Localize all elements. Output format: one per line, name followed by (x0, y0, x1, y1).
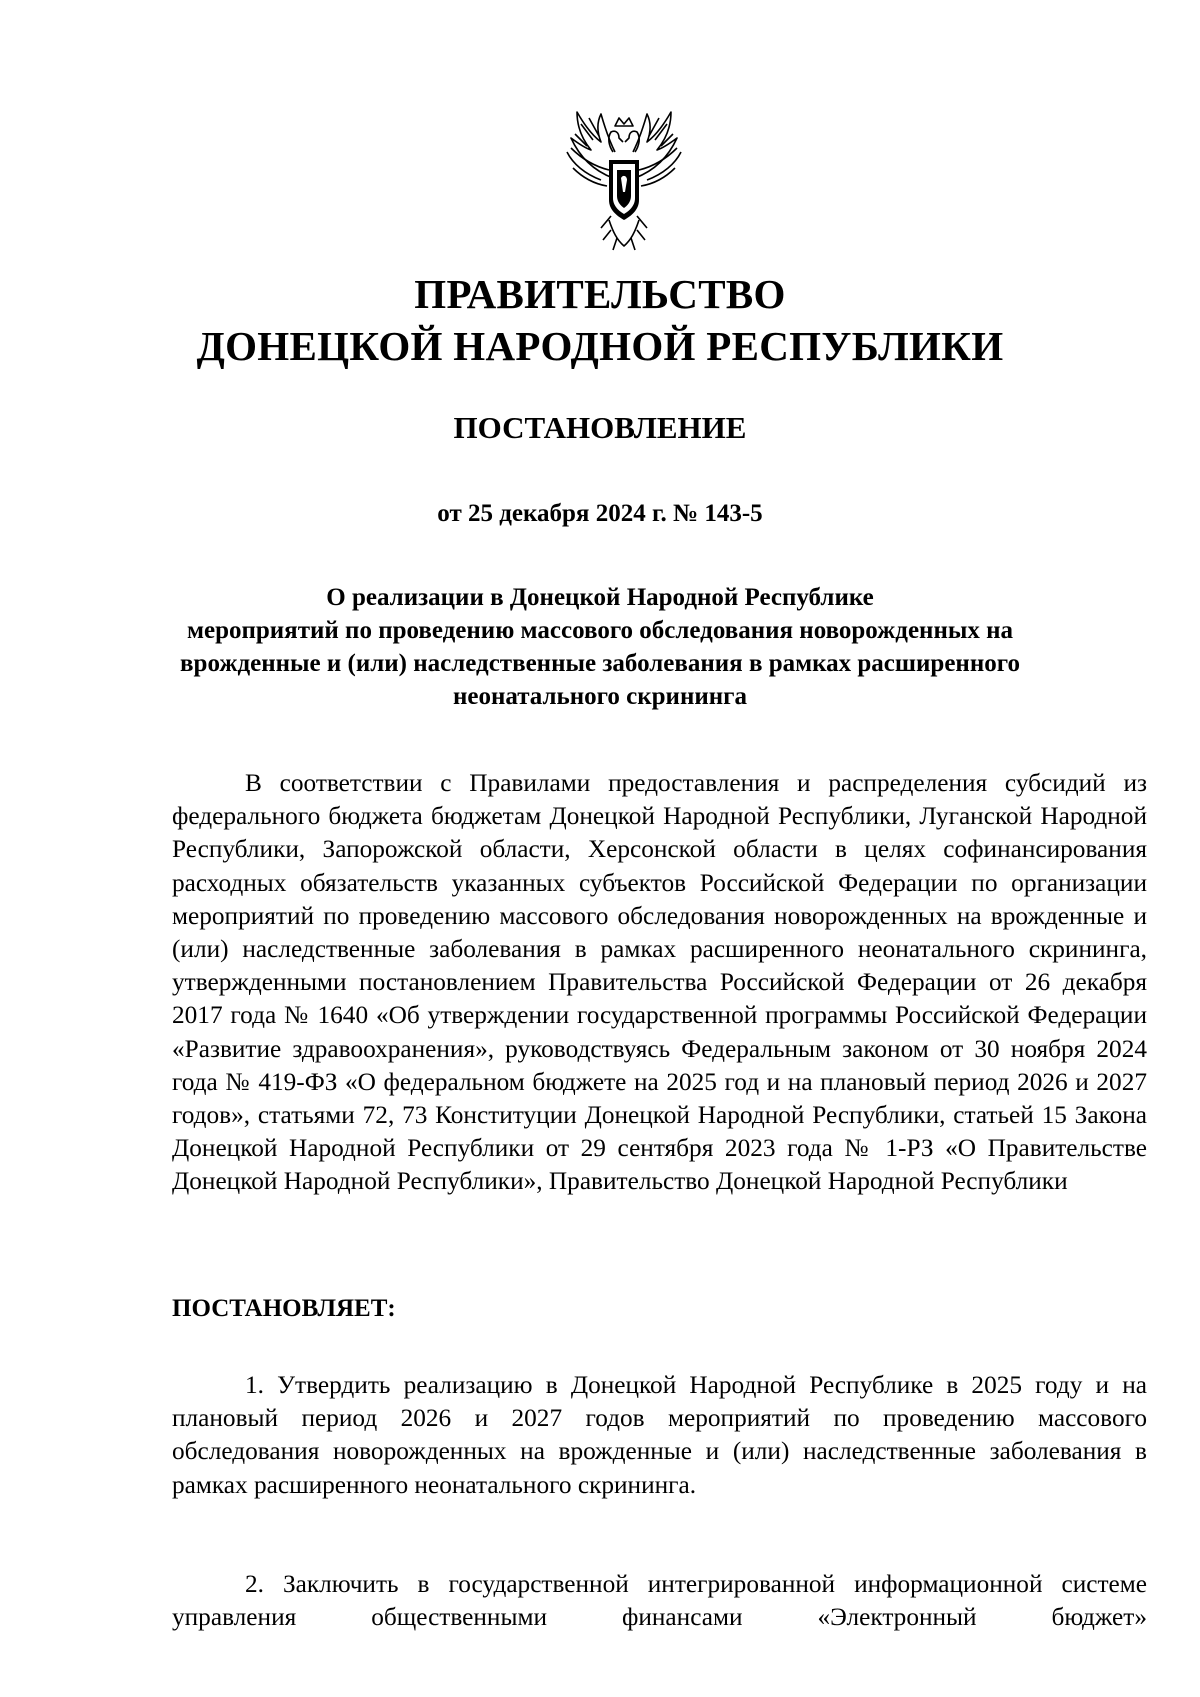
organization-name (0, 268, 1200, 372)
document-subject (150, 581, 1050, 713)
item-paragraph-2: 2. Заключить в государственной интегрированной информационной системе управления общественными финансами «Электронный бюджет» (172, 1570, 1147, 1632)
document-type: ПОСТАНОВЛЕНИЕ (453, 410, 747, 445)
subject-line: О реализации в Донецкой Народной Республике (326, 584, 874, 611)
resolves-heading: ПОСТАНОВЛЯЕТ: (172, 1295, 396, 1322)
coat-of-arms-eagle-icon (551, 108, 697, 258)
item-paragraph-1: 1. Утвердить реализацию в Донецкой Народной Республике в 2025 году и на плановый период 2026 и 2027 годов мероприятий по проведению массового обследования новорожденных на врожденные и (или) наследственные заболевания в рамках расширенного неонатального скрининга. (172, 1371, 1147, 1499)
organization-name-line1: ПРАВИТЕЛЬСТВО (414, 271, 786, 317)
subject-line: неонатального скрининга (452, 683, 748, 710)
preamble-paragraph: В соответствии с Правилами предоставления и распределения субсидий из федерального бюджета бюджетам Донецкой Народной Республики, Луганской Народной Республики, Запорожской области, Херсонской области в целях софинансирования расходных обязательств указанных субъектов Российской Федерации по организации мероприятий по проведению массового обследования новорожденных на врожденные и (или) наследственные заболевания в рамках расширенного неонатального скрининга, утвержденными постановлением Правительства Российской Федерации от 26 декабря 2017 года № 1640 «Об утверждении государственной программы Российской Федерации «Развитие здравоохранения», руководствуясь Федеральным законом от 30 ноября 2024 года № 419-ФЗ «О федеральном бюджете на 2025 год и на плановый период 2026 и 2027 годов», статьями 72, 73 Конституции Донецкой Народной Республики, статьей 15 Закона Донецкой Народной Республики от 29 сентября 2023 года № 1-РЗ «О Правительстве Донецкой Народной Республики», Правительство Донецкой Народной Республики (172, 769, 1147, 1196)
organization-name-line2: ДОНЕЦКОЙ НАРОДНОЙ РЕСПУБЛИКИ (196, 323, 1004, 369)
subject-line: мероприятий по проведению массового обследования новорожденных на (186, 617, 1014, 644)
coat-of-arms-emblem (551, 108, 697, 258)
subject-line: врожденные и (или) наследственные заболевания в рамках расширенного (180, 650, 1020, 677)
document-date-number: от 25 декабря 2024 г. № 143-5 (437, 500, 763, 527)
